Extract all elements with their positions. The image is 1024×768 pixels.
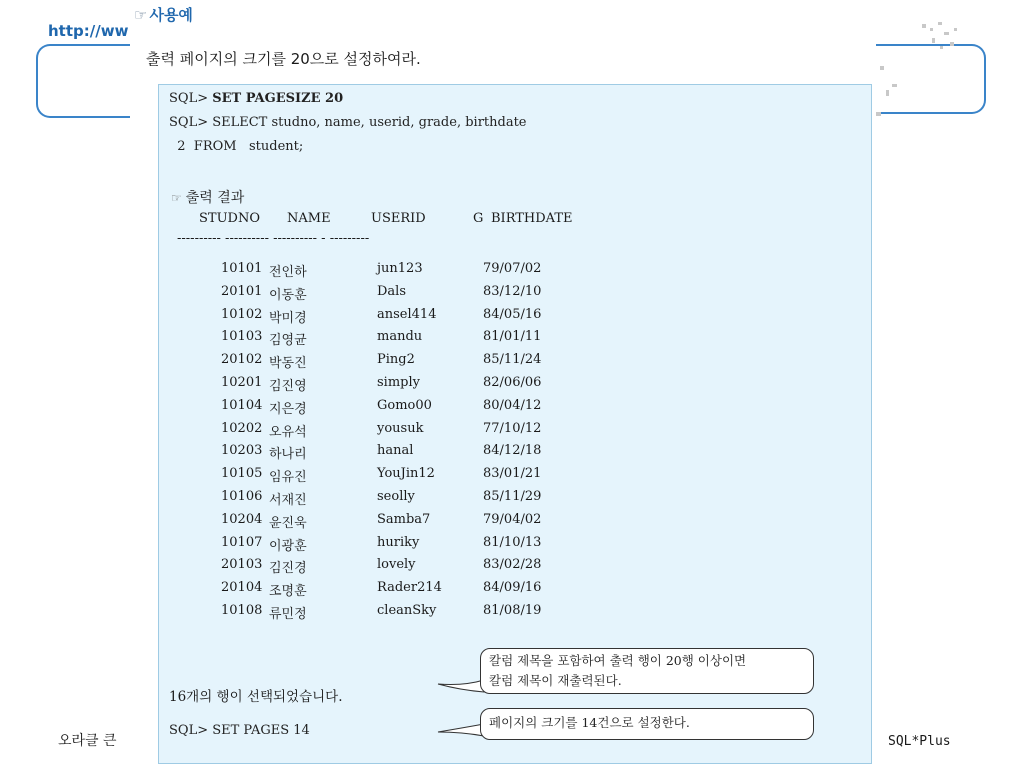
table-header-userid: USERID xyxy=(371,211,426,226)
intro-text: 출력 페이지의 크기를 20으로 설정하여라. xyxy=(146,50,421,68)
url-text[interactable]: http://ww xyxy=(48,22,129,40)
cell-name: 오유석 xyxy=(269,424,307,440)
cell-name: 지은경 xyxy=(269,401,307,417)
table-header-name: NAME xyxy=(287,211,331,226)
cell-name: 박동진 xyxy=(269,356,307,372)
cell-name: 김진경 xyxy=(269,561,307,577)
cell-birthdate: 82/06/06 xyxy=(483,375,542,390)
cell-name: 윤진욱 xyxy=(269,515,307,531)
cell-birthdate: 77/10/12 xyxy=(483,420,542,436)
cell-studno: 20104 xyxy=(221,580,263,596)
cell-userid: seolly xyxy=(377,489,415,504)
cell-name: 조명훈 xyxy=(269,584,307,600)
cell-birthdate: 81/10/13 xyxy=(483,534,542,550)
cell-studno: 20103 xyxy=(221,557,263,573)
cell-studno: 10102 xyxy=(221,306,263,322)
section-title: 사용예 xyxy=(149,6,193,24)
cell-studno: 10104 xyxy=(221,397,263,413)
cell-name: 하나리 xyxy=(269,447,307,463)
callout-first-line2: 칼럼 제목이 재출력된다. xyxy=(489,673,622,688)
cell-birthdate: 84/12/18 xyxy=(483,443,542,459)
callout-first xyxy=(480,648,814,694)
cell-studno: 10108 xyxy=(221,603,263,618)
hand-point-icon: ☞ xyxy=(171,191,182,205)
cell-name: 서재진 xyxy=(269,493,307,508)
hand-point-icon: ☞ xyxy=(134,6,148,24)
cell-userid: Rader214 xyxy=(377,580,442,596)
cell-userid: jun123 xyxy=(377,261,423,276)
cell-userid: hanal xyxy=(377,443,414,459)
decorative-pattern-icon xyxy=(872,20,962,120)
cell-birthdate: 84/05/16 xyxy=(483,306,542,322)
cell-userid: Samba7 xyxy=(377,511,431,527)
cell-studno: 10202 xyxy=(221,420,263,436)
callout-second: 페이지의 크기를 14건으로 설정한다. xyxy=(480,708,814,740)
cell-studno: 10103 xyxy=(221,329,263,345)
cell-name: 임유진 xyxy=(269,470,307,486)
cell-studno: 10204 xyxy=(221,511,263,527)
cell-name: 이동훈 xyxy=(269,287,307,303)
sql-prompt: SQL> xyxy=(169,91,209,106)
cell-birthdate: 80/04/12 xyxy=(483,397,542,413)
cell-userid: mandu xyxy=(377,329,423,345)
result-label-text: 출력 결과 xyxy=(185,190,245,206)
table-header-birthdate: BIRTHDATE xyxy=(491,211,573,226)
code-line-2: SQL> SELECT studno, name, userid, grade, birthdate xyxy=(169,115,527,130)
cell-birthdate: 79/07/02 xyxy=(483,261,542,276)
cell-userid: yousuk xyxy=(377,420,424,436)
cell-birthdate: 81/08/19 xyxy=(483,603,542,618)
cell-birthdate: 83/01/21 xyxy=(483,466,542,482)
cell-userid: Ping2 xyxy=(377,352,415,368)
cell-name: 전인하 xyxy=(269,265,307,280)
cell-studno: 10101 xyxy=(221,261,263,276)
cell-userid: Dals xyxy=(377,283,407,299)
cell-birthdate: 83/12/10 xyxy=(483,283,542,299)
cell-birthdate: 85/11/24 xyxy=(483,352,542,368)
cell-name: 류민정 xyxy=(269,607,307,622)
cell-studno: 10201 xyxy=(221,375,263,390)
cell-studno: 20102 xyxy=(221,352,263,368)
cell-userid: YouJin12 xyxy=(377,466,435,482)
table-header-studno: STUDNO xyxy=(199,211,260,226)
cell-userid: Gomo00 xyxy=(377,397,432,413)
cell-userid: huriky xyxy=(377,534,420,550)
set-pagesize-command: SET PAGESIZE 20 xyxy=(212,91,344,106)
cell-name: 박미경 xyxy=(269,310,307,326)
cell-studno: 10107 xyxy=(221,534,263,550)
background-footer-label: SQL*Plus xyxy=(888,734,951,749)
cell-studno: 20101 xyxy=(221,283,263,299)
cell-userid: ansel414 xyxy=(377,306,437,322)
cell-birthdate: 83/02/28 xyxy=(483,557,542,573)
cell-name: 이광훈 xyxy=(269,538,307,554)
table-header-g: G xyxy=(473,211,484,226)
cell-studno: 10106 xyxy=(221,489,263,504)
cell-studno: 10203 xyxy=(221,443,263,459)
cell-name: 김영균 xyxy=(269,333,307,349)
section-heading xyxy=(134,4,193,25)
cell-birthdate: 81/01/11 xyxy=(483,329,542,345)
code-line-3: 2 FROM student; xyxy=(169,139,304,154)
cell-userid: cleanSky xyxy=(377,603,437,618)
cell-studno: 10105 xyxy=(221,466,263,482)
cell-birthdate: 85/11/29 xyxy=(483,489,542,504)
cell-name: 김진영 xyxy=(269,379,307,394)
set-pages-command: SQL> SET PAGES 14 xyxy=(169,723,310,738)
table-separator: ---------- ---------- ---------- - --------- xyxy=(177,231,370,246)
cell-userid: simply xyxy=(377,375,420,390)
callout-pointer-2-icon xyxy=(436,718,486,742)
callout-first-line1: 칼럼 제목을 포함하여 출력 행이 20행 이상이면 xyxy=(489,653,747,668)
cell-birthdate: 84/09/16 xyxy=(483,580,542,596)
callout-pointer-1-icon xyxy=(436,670,486,700)
code-line-1 xyxy=(169,91,343,106)
cell-birthdate: 79/04/02 xyxy=(483,511,542,527)
rows-selected-text: 16개의 행이 선택되었습니다. xyxy=(169,689,343,705)
cell-userid: lovely xyxy=(377,557,416,573)
result-label xyxy=(171,187,244,207)
background-footer-text: 오라클 큰 xyxy=(58,733,117,749)
